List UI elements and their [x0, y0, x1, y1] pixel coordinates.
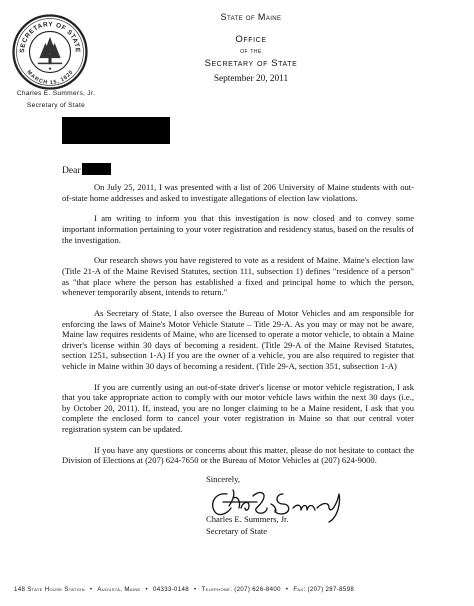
sender-name: Charles E. Summers, Jr. [16, 90, 96, 97]
paragraph: If you have any questions or concerns about this matter, please do not hesitate to contact the Division of Elections at (207) 624-7650 or the Bureau of Motor Vehicles at (207) 624-9000. [62, 444, 414, 466]
footer-fax: Fax: (207) 287-8598 [293, 586, 355, 593]
footer-telephone: Telephone: (207) 626-8400 [201, 586, 281, 593]
paragraph: Our research shows you have registered to vote as a resident of Maine. Maine's election law (Title 21-A of the Maine Revised Statutes, section 111, subsection 1) defines "residence of a person" as "that place where the person has established a fixed and principal home to which the person, whenever temporarily absent, intends to return." [62, 255, 414, 298]
seal-date: MARCH 15, 1820 [25, 69, 75, 87]
signature-title: Secretary of State [206, 525, 268, 536]
footer-separator: • [145, 586, 148, 593]
sender-title: Secretary of State [26, 102, 86, 109]
salutation [62, 163, 111, 177]
letter-body [62, 182, 414, 476]
sender-block [6, 88, 106, 112]
footer-address: 148 State House Station [14, 586, 85, 593]
paragraph: If you are currently using an out-of-state driver's license or motor vehicle registration, I ask that you take appropriate action to comply with our motor vehicle laws within the next 30 days (i.e., by October 20, 2011). If, instead, you are no longer claiming to be a Maine resident, I ask that you complete the enclosed form to cancel your voter registration in Maine so that our central voter registration system can be updated. [62, 381, 414, 435]
footer-city: Augusta, Maine [97, 586, 141, 593]
letter-date: September 20, 2011 [213, 74, 289, 84]
closing: Sincerely, [206, 474, 241, 484]
salutation-text: Dear [62, 165, 81, 176]
paragraph: I am writing to inform you that this investigation is now closed and to convey some important information pertaining to your voter registration and residency status, based on the results of the investigation. [62, 213, 414, 245]
footer-separator: • [89, 586, 93, 593]
footer-zip: 04333-0148 [152, 586, 190, 593]
redacted-recipient-name [82, 163, 111, 175]
signature-block [206, 514, 289, 538]
paragraph: On July 25, 2011, I was presented with a list of 206 University of Maine students with out-of-state home addresses and asked to investigate allegations of election law violations. [62, 182, 414, 203]
secretary-of-state-seal [12, 14, 88, 90]
letterhead-office: Office [235, 34, 267, 45]
letterhead-secretary-of-state: Secretary of State [204, 58, 298, 69]
footer-separator: • [285, 586, 289, 593]
seal-text: SECRETARY OF STATE [19, 21, 81, 54]
footer-address-bar [14, 586, 462, 593]
footer-separator: • [194, 586, 197, 593]
letterhead-of-the: of the [240, 48, 262, 55]
signature-name: Charles E. Summers, Jr. [206, 514, 289, 524]
letterhead-state: State of Maine [220, 12, 282, 22]
redacted-recipient-address [62, 117, 170, 144]
paragraph: As Secretary of State, I also oversee the Bureau of Motor Vehicles and am responsible for enforcing the laws of Maine's Motor Vehicle Statute – Title 29-A. As you may or may not be aware, Maine law requires residents of Maine, who are licensed to operate a motor vehicle, to obtain a Maine driver's license within 30 days of becoming a resident. (Title 29-A of the Maine Revised Statutes, section 1251, subsection 1-A) If you are the owner of a vehicle, you are also required to register that vehicle in Maine within 30 days of becoming a resident. (Title 29-A, section 351, subsection 1-A) [62, 307, 414, 371]
svg-text:★: ★ [47, 66, 53, 72]
